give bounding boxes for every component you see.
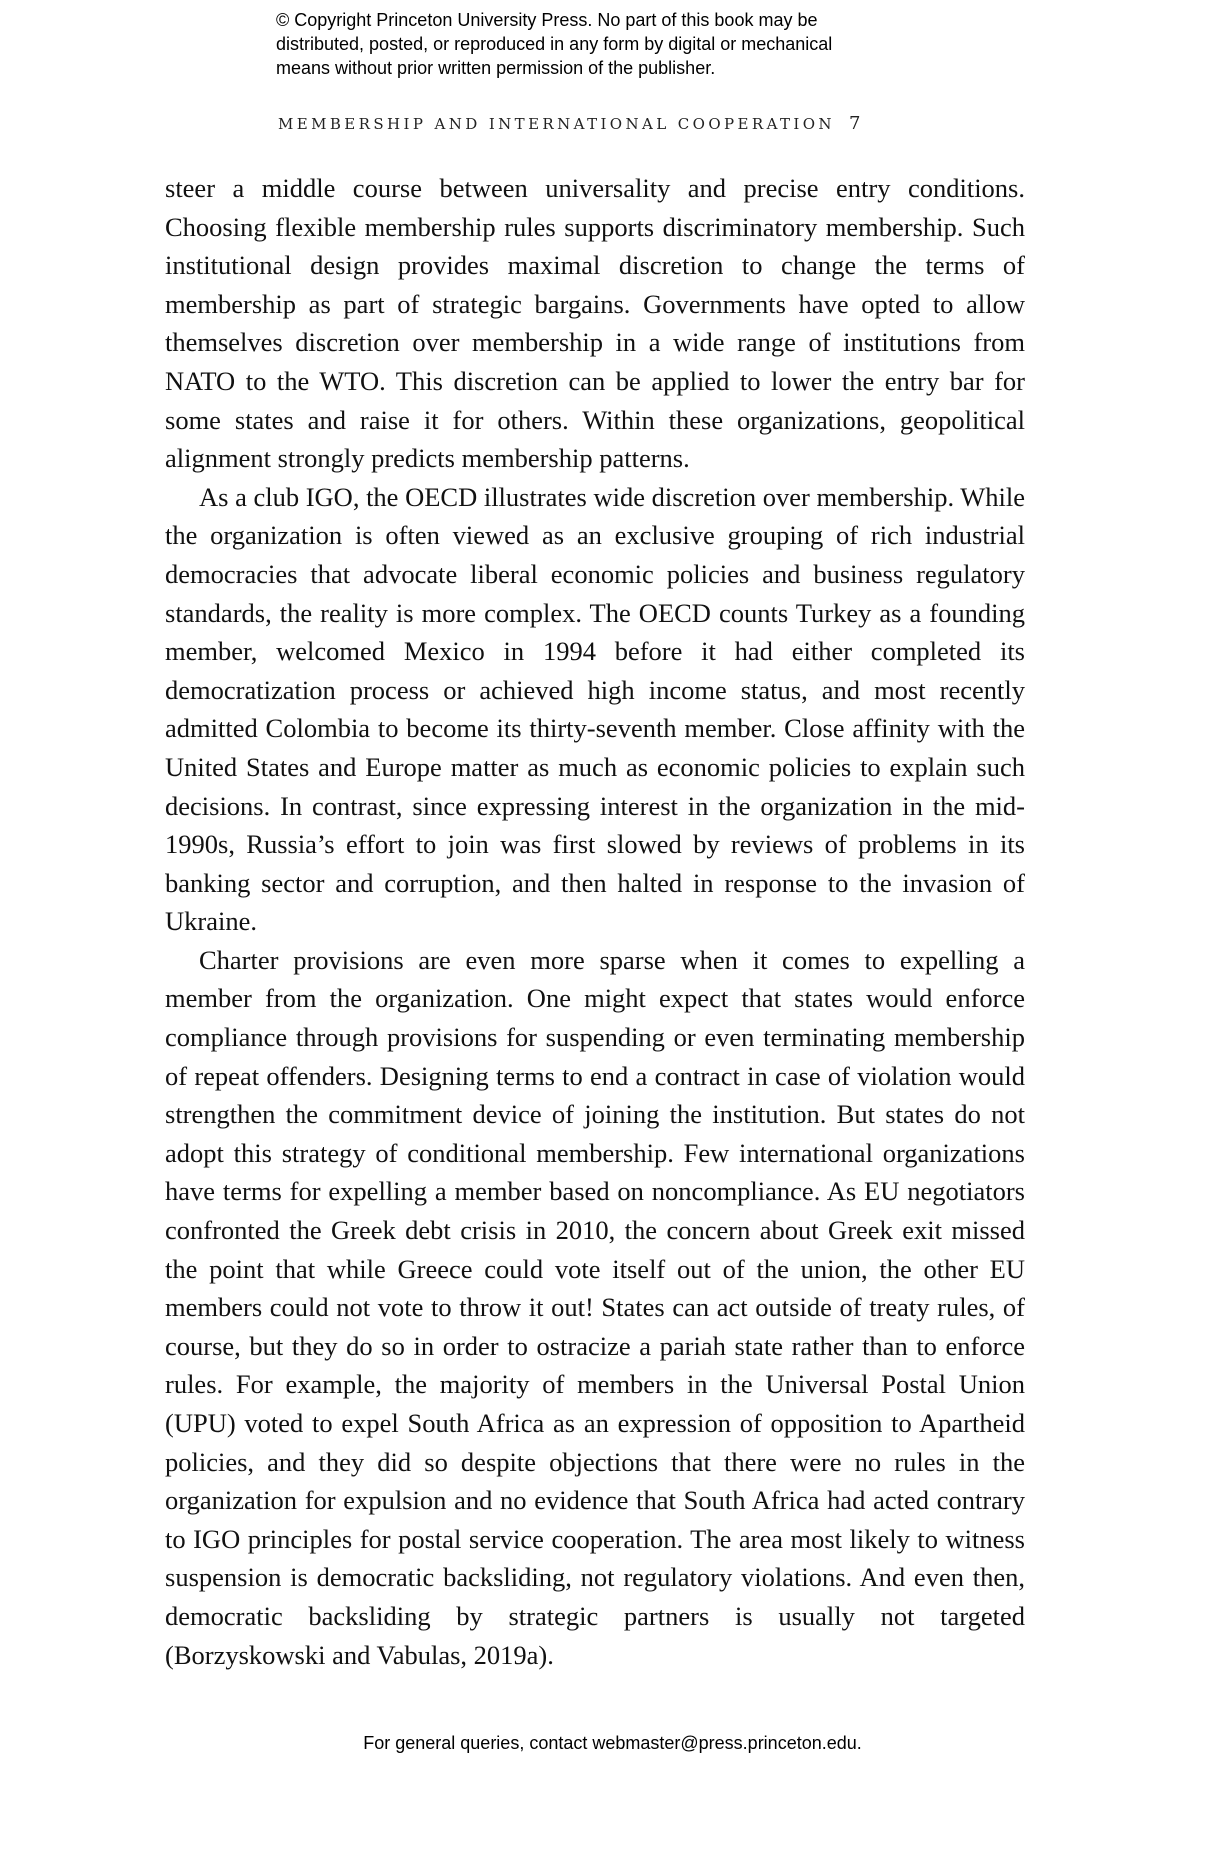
running-head-title: MEMBERSHIP AND INTERNATIONAL COOPERATION [278,115,835,133]
running-head [278,113,1028,134]
paragraph-oecd: As a club IGO, the OECD illustrates wide discretion over membership. While the organization is often viewed as an exclusive grouping of rich industrial democracies that advocate liberal economic policies and business regulatory standards, the reality is more complex. The OECD counts Turkey as a founding member, welcomed Mexico in 1994 before it had either completed its democratization process or achieved high income status, and most recently admitted Colombia to become its thirty-seventh member. Close affinity with the United States and Europe matter as much as economic policies to explain such decisions. In contrast, since expressing interest in the organization in the mid-1990s, Russia’s effort to join was first slowed by reviews of problems in its banking sector and corruption, and then halted in response to the invasion of Ukraine. [165,481,1025,937]
body-text [165,169,1025,1674]
page-number: 7 [848,113,861,134]
copyright-line-2: distributed, posted, or reproduced in any form by digital or mechanical [276,34,833,54]
paragraph-continued: steer a middle course between universality and precise entry conditions. Choosing flexible membership rules supports discriminatory membership. Such institutional design provides maximal discretion to change the terms of membership as part of strategic bargains. Governments have opted to allow themselves discretion over membership in a wide range of institutions from NATO to the WTO. This discretion can be applied to lower the entry bar for some states and raise it for others. Within these organizations, geopolitical alignment strongly predicts membership patterns. [165,173,1025,474]
paragraph-charter-provisions: Charter provisions are even more sparse when it comes to expelling a member from the organization. One might expect that states would enforce compliance through provisions for suspending or even terminating membership of repeat offenders. Designing terms to end a contract in case of violation would strengthen the commitment device of joining the institution. But states do not adopt this strategy of conditional membership. Few international organizations have terms for expelling a member based on noncompliance. As EU negotiators confronted the Greek debt crisis in 2010, the concern about Greek exit missed the point that while Greece could vote itself out of the union, the other EU members could not vote to throw it out! States can act outside of treaty rules, of course, but they do so in order to ostracize a pariah state rather than to enforce rules. For example, the majority of members in the Universal Postal Union (UPU) voted to expel South Africa as an expression of opposition to Apartheid policies, and they did so despite objections that there were no rules in the organization for expulsion and no evidence that South Africa had acted contrary to IGO principles for postal service cooperation. The area most likely to witness suspension is democratic backsliding, not regulatory violations. And even then, democratic backsliding by strategic partners is usually not targeted (Borzyskowski and Vabulas, 2019a). [165,944,1025,1670]
copyright-line-3: means without prior written permission of the publisher. [276,58,716,78]
copyright-line-1: © Copyright Princeton University Press. No part of this book may be [276,10,818,30]
copyright-notice [276,8,916,80]
footer-contact: For general queries, contact webmaster@press.princeton.edu. [363,1733,862,1753]
